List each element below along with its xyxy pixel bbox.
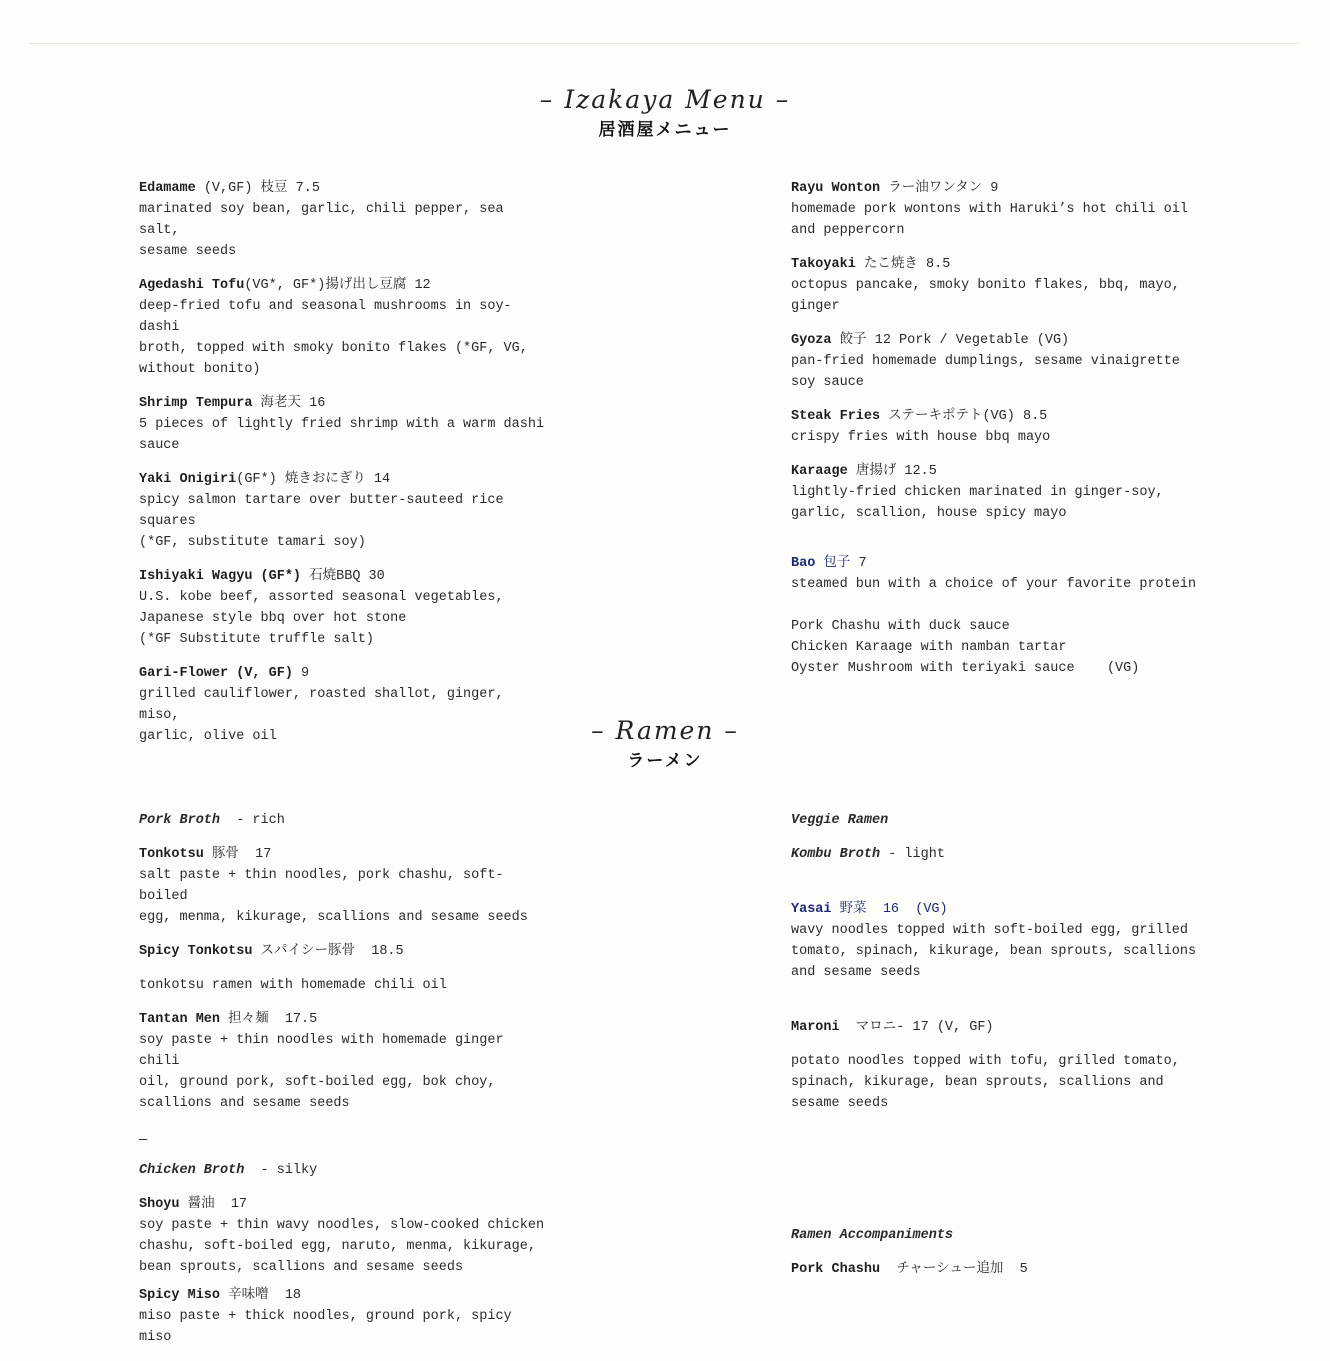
desc-line: miso paste + thick noodles, ground pork, spicy miso: [139, 1309, 512, 1345]
item-tail: ラー油ワンタン 9: [880, 181, 999, 196]
menu-item-yasai: [791, 899, 1211, 983]
item-name: Takoyaki: [791, 257, 856, 272]
pork-broth-header: [139, 810, 549, 831]
item-name: Agedashi Tofu: [139, 278, 245, 293]
menu-item-maroni: [791, 1017, 1211, 1114]
desc-line: garlic, olive oil: [139, 729, 277, 744]
broth-label: Pork Broth: [139, 813, 221, 828]
desc-line: sesame seeds: [791, 1096, 889, 1111]
item-tail: 辛味噌 18: [220, 1288, 302, 1303]
izakaya-subtitle: 居酒屋メニュー: [598, 120, 732, 140]
desc-line: (*GF Substitute truffle salt): [139, 632, 374, 647]
item-price: 7: [850, 556, 867, 571]
item-name: Shoyu: [139, 1197, 180, 1212]
ramen-left-column: [139, 810, 549, 1361]
item-tail: 餃子 12 Pork / Vegetable (VG): [831, 333, 1070, 348]
desc-line: squares: [139, 514, 196, 529]
item-description: [139, 490, 549, 553]
item-tail: 唐揚げ 12.5: [847, 464, 937, 479]
izakaya-right-column: [791, 178, 1211, 692]
item-description: [139, 1030, 549, 1114]
item-tail: 9: [292, 666, 310, 681]
desc-line: salt paste + thin noodles, pork chashu, soft-boiled: [139, 868, 504, 904]
bao-option: Pork Chashu with duck sauce: [791, 619, 1010, 634]
item-tail: (VG*, GF*)揚げ出し豆腐 12: [244, 278, 431, 293]
item-description: [139, 414, 549, 456]
desc-line: crispy fries with house bbq mayo: [791, 430, 1051, 445]
item-description: [791, 574, 1211, 595]
item-description: [139, 1306, 549, 1348]
item-description: [139, 296, 549, 380]
izakaya-left-column: [139, 178, 549, 760]
item-name: Ishiyaki Wagyu (GF*): [139, 569, 302, 584]
item-name: Bao: [791, 556, 816, 571]
desc-line: Japanese style bbq over hot stone: [139, 611, 407, 626]
broth-note: - light: [880, 847, 945, 862]
item-name: Tantan Men: [139, 1012, 221, 1027]
item-name: Steak Fries: [791, 409, 881, 424]
broth-note: - silky: [244, 1163, 318, 1178]
item-tail: (GF*) 焼きおにぎり 14: [236, 472, 391, 487]
item-jp-name: 包子: [815, 556, 851, 571]
menu-item-takoyaki: [791, 254, 1211, 317]
item-name: Rayu Wonton: [791, 181, 881, 196]
desc-line: sesame seeds: [139, 244, 237, 259]
menu-item-steak-fries: [791, 406, 1211, 448]
item-tail: 海老天 16: [252, 396, 326, 411]
desc-line: pan-fried homemade dumplings, sesame vinaigrette: [791, 354, 1180, 369]
ramen-right-column: [791, 810, 1211, 1293]
item-tail: 野菜 16 (VG): [831, 902, 948, 917]
item-name: Yasai: [791, 902, 832, 917]
item-description: [139, 975, 549, 996]
desc-line: oil, ground pork, soft-boiled egg, bok choy,: [139, 1075, 496, 1090]
item-tail: 担々麺 17.5: [220, 1012, 318, 1027]
section-label: Ramen Accompaniments: [791, 1228, 954, 1243]
item-name: Maroni: [791, 1020, 840, 1035]
menu-item-ishiyaki-wagyu: [139, 566, 549, 650]
desc-line: soy paste + thin noodles with homemade ginger chili: [139, 1033, 504, 1069]
chicken-broth-header: [139, 1160, 549, 1181]
item-description: [791, 275, 1211, 317]
desc-line: chashu, soft-boiled egg, naruto, menma, kikurage,: [139, 1239, 536, 1254]
desc-line: soy sauce: [791, 375, 864, 390]
item-tail: (V,GF) 枝豆 7.5: [195, 181, 320, 196]
item-name: Gari-Flower (V, GF): [139, 666, 293, 681]
item-tail: たこ焼き 8.5: [855, 257, 951, 272]
desc-line: homemade pork wontons with Haruki’s hot chili oil: [791, 202, 1188, 217]
menu-item-gyoza: [791, 330, 1211, 393]
menu-item-pork-chashu: [791, 1259, 1211, 1280]
desc-line: bean sprouts, scallions and sesame seeds: [139, 1260, 464, 1275]
item-tail: 醤油 17: [179, 1197, 248, 1212]
menu-item-tonkotsu: [139, 844, 549, 928]
item-name: Spicy Miso: [139, 1288, 221, 1303]
menu-item-agedashi-tofu: [139, 275, 549, 380]
desc-line: scallions and sesame seeds: [139, 1096, 350, 1111]
desc-line: sauce: [139, 438, 180, 453]
item-name: Pork Chashu: [791, 1262, 881, 1277]
desc-line: potato noodles topped with tofu, grilled tomato,: [791, 1054, 1180, 1069]
desc-line: steamed bun with a choice of your favorite protein: [791, 577, 1197, 592]
item-name: Karaage: [791, 464, 848, 479]
section-dash: —: [139, 1133, 148, 1148]
accompaniments-header: [791, 1225, 1211, 1246]
bao-option: Chicken Karaage with namban tartar: [791, 640, 1067, 655]
desc-line: tonkotsu ramen with homemade chili oil: [139, 978, 447, 993]
menu-item-yaki-onigiri: [139, 469, 549, 553]
item-tail: 豚骨 17: [203, 847, 272, 862]
veggie-ramen-header: [791, 810, 1211, 831]
desc-line: lightly-fried chicken marinated in ginger-soy,: [791, 485, 1164, 500]
section-label: Veggie Ramen: [791, 813, 889, 828]
bao-options: [791, 616, 1211, 679]
item-name: Edamame: [139, 181, 196, 196]
desc-line: egg, menma, kikurage, scallions and sesame seeds: [139, 910, 528, 925]
ramen-subtitle: ラーメン: [627, 751, 703, 771]
desc-line: soy paste + thin wavy noodles, slow-cooked chicken: [139, 1218, 545, 1233]
item-description: [139, 1215, 549, 1278]
desc-line: and sesame seeds: [791, 965, 921, 980]
desc-line: ginger: [791, 299, 840, 314]
menu-item-karaage: [791, 461, 1211, 524]
desc-line: spicy salmon tartare over butter-sauteed rice: [139, 493, 504, 508]
menu-item-rayu-wonton: [791, 178, 1211, 241]
item-tail: ステーキポテト(VG) 8.5: [880, 409, 1048, 424]
desc-line: spinach, kikurage, bean sprouts, scallions and: [791, 1075, 1164, 1090]
item-description: [791, 427, 1211, 448]
item-name: Shrimp Tempura: [139, 396, 253, 411]
izakaya-title: – Izakaya Menu –: [539, 85, 791, 114]
item-description: [791, 199, 1211, 241]
desc-line: deep-fried tofu and seasonal mushrooms in soy-dashi: [139, 299, 512, 335]
menu-item-spicy-tonkotsu: [139, 941, 549, 996]
desc-line: without bonito): [139, 362, 261, 377]
item-description: [791, 920, 1211, 983]
bao-option: Oyster Mushroom with teriyaki sauce (VG): [791, 661, 1140, 676]
item-tail: チャーシュー追加 5: [880, 1262, 1028, 1277]
broth-note: - rich: [220, 813, 285, 828]
desc-line: octopus pancake, smoky bonito flakes, bbq, mayo,: [791, 278, 1180, 293]
item-tail: マロニ- 17 (V, GF): [839, 1020, 994, 1035]
desc-line: wavy noodles topped with soft-boiled egg, grilled: [791, 923, 1188, 938]
broth-label: Chicken Broth: [139, 1163, 245, 1178]
item-tail: スパイシー豚骨 18.5: [252, 944, 404, 959]
desc-line: garlic, scallion, house spicy mayo: [791, 506, 1067, 521]
item-description: [791, 482, 1211, 524]
desc-line: U.S. kobe beef, assorted seasonal vegetables,: [139, 590, 504, 605]
item-description: [139, 199, 549, 262]
item-description: [791, 351, 1211, 393]
menu-item-shrimp-tempura: [139, 393, 549, 456]
top-divider: [30, 43, 1300, 44]
desc-line: tomato, spinach, kikurage, bean sprouts, scallions: [791, 944, 1197, 959]
item-tail: 石焼BBQ 30: [301, 569, 385, 584]
menu-item-spicy-miso: [139, 1285, 549, 1348]
kombu-broth-header: [791, 844, 1211, 865]
menu-item-edamame: [139, 178, 549, 262]
item-name: Spicy Tonkotsu: [139, 944, 253, 959]
item-description: [139, 865, 549, 928]
broth-label: Kombu Broth: [791, 847, 881, 862]
desc-line: (*GF, substitute tamari soy): [139, 535, 366, 550]
item-name: Tonkotsu: [139, 847, 204, 862]
item-name: Gyoza: [791, 333, 832, 348]
item-name: Yaki Onigiri: [139, 472, 237, 487]
menu-item-tantan-men: [139, 1009, 549, 1114]
desc-line: marinated soy bean, garlic, chili pepper, sea salt,: [139, 202, 504, 238]
menu-item-shoyu: [139, 1194, 549, 1278]
desc-line: broth, topped with smoky bonito flakes (*GF, VG,: [139, 341, 528, 356]
item-description: [139, 587, 549, 650]
desc-line: grilled cauliflower, roasted shallot, ginger, miso,: [139, 687, 504, 723]
ramen-title: – Ramen –: [591, 716, 739, 745]
desc-line: and peppercorn: [791, 223, 905, 238]
desc-line: 5 pieces of lightly fried shrimp with a warm dashi: [139, 417, 545, 432]
item-description: [791, 1051, 1211, 1114]
menu-item-bao: [791, 553, 1211, 679]
